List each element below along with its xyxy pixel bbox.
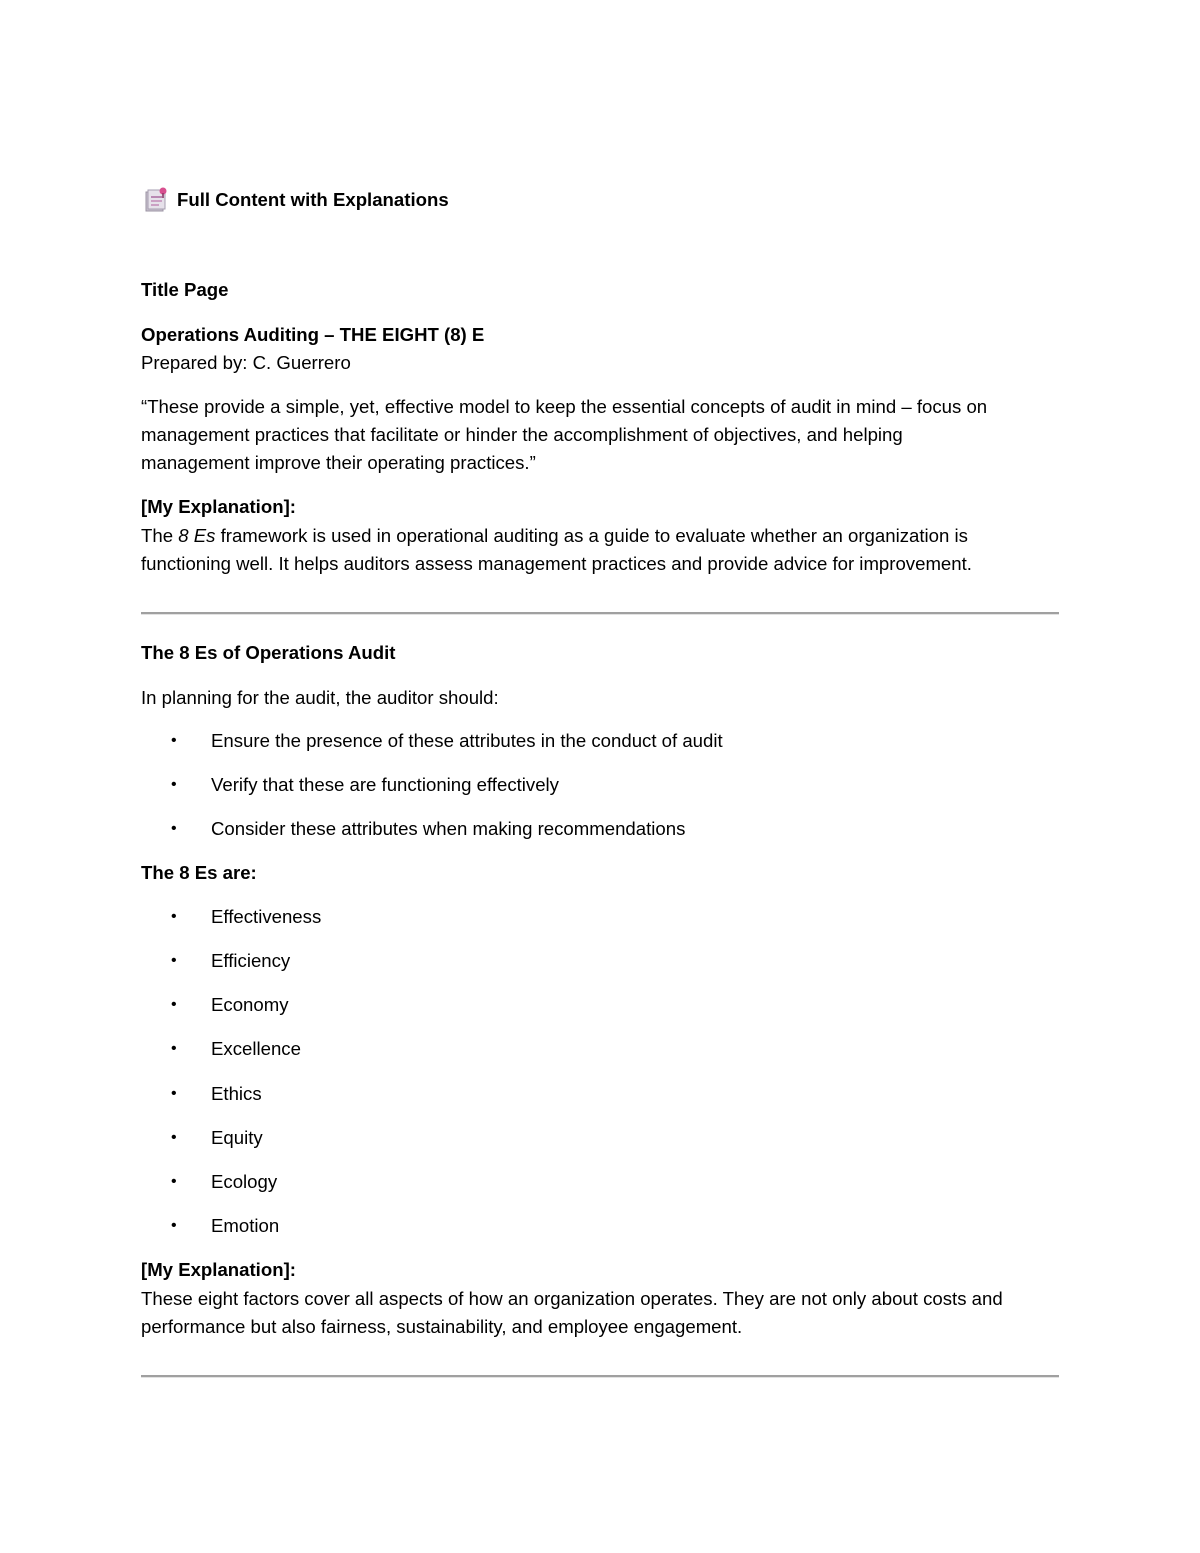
bullet-icon: • (171, 1129, 177, 1146)
explanation-text: functioning well. It helps auditors assess management practices and provide advice for improvement. (141, 553, 972, 574)
explanation-label: [My Explanation]: (141, 1259, 296, 1280)
list-item-text: Verify that these are functioning effectively (211, 774, 559, 795)
list-item-text: Consider these attributes when making recommendations (211, 818, 686, 839)
horizontal-divider (141, 1375, 1059, 1378)
list-item-text: Economy (211, 994, 289, 1015)
list-heading: The 8 Es are: (141, 862, 257, 883)
bullet-icon: • (171, 820, 177, 837)
bullet-icon: • (171, 1040, 177, 1057)
quote-line: management practices that facilitate or hinder the accomplishment of objectives, and helping (141, 424, 903, 445)
bullet-icon: • (171, 908, 177, 925)
list-item-text: Equity (211, 1127, 263, 1148)
document-heading: Operations Auditing – THE EIGHT (8) E (141, 324, 485, 345)
list-item-text: Ensure the presence of these attributes in the conduct of audit (211, 730, 723, 751)
bullet-icon: • (171, 732, 177, 749)
list-item-text: Emotion (211, 1215, 280, 1236)
bullet-icon: • (171, 996, 177, 1013)
prepared-by: Prepared by: C. Guerrero (141, 352, 351, 373)
section-intro: In planning for the audit, the auditor should: (141, 687, 499, 708)
horizontal-divider (141, 612, 1059, 615)
header-title: Full Content with Explanations (177, 189, 449, 210)
list-item-text: Efficiency (211, 950, 291, 971)
explanation-text: performance but also fairness, sustainability, and employee engagement. (141, 1316, 743, 1337)
explanation-text: These eight factors cover all aspects of how an organization operates. They are not only about costs and (141, 1288, 1003, 1309)
list-item-text: Effectiveness (211, 906, 322, 927)
bullet-icon: • (171, 1217, 177, 1234)
quote-line: “These provide a simple, yet, effective model to keep the essential concepts of audit in mind – focus on (141, 396, 988, 417)
quote-line: management improve their operating practices.” (141, 452, 536, 473)
list-item-text: Ethics (211, 1083, 262, 1104)
document-pin-icon (143, 186, 169, 214)
framework-name: 8 Es (178, 525, 216, 546)
explanation-label: [My Explanation]: (141, 496, 296, 517)
bullet-icon: • (171, 1085, 177, 1102)
section-heading: The 8 Es of Operations Audit (141, 642, 396, 663)
title-page-label: Title Page (141, 279, 229, 300)
list-item-text: Ecology (211, 1171, 278, 1192)
bullet-icon: • (171, 952, 177, 969)
list-item-text: Excellence (211, 1038, 301, 1059)
bullet-icon: • (171, 776, 177, 793)
bullet-icon: • (171, 1173, 177, 1190)
explanation-text: The 8 Es framework is used in operational auditing as a guide to evaluate whether an organization is (141, 525, 968, 546)
document-header (143, 186, 449, 214)
